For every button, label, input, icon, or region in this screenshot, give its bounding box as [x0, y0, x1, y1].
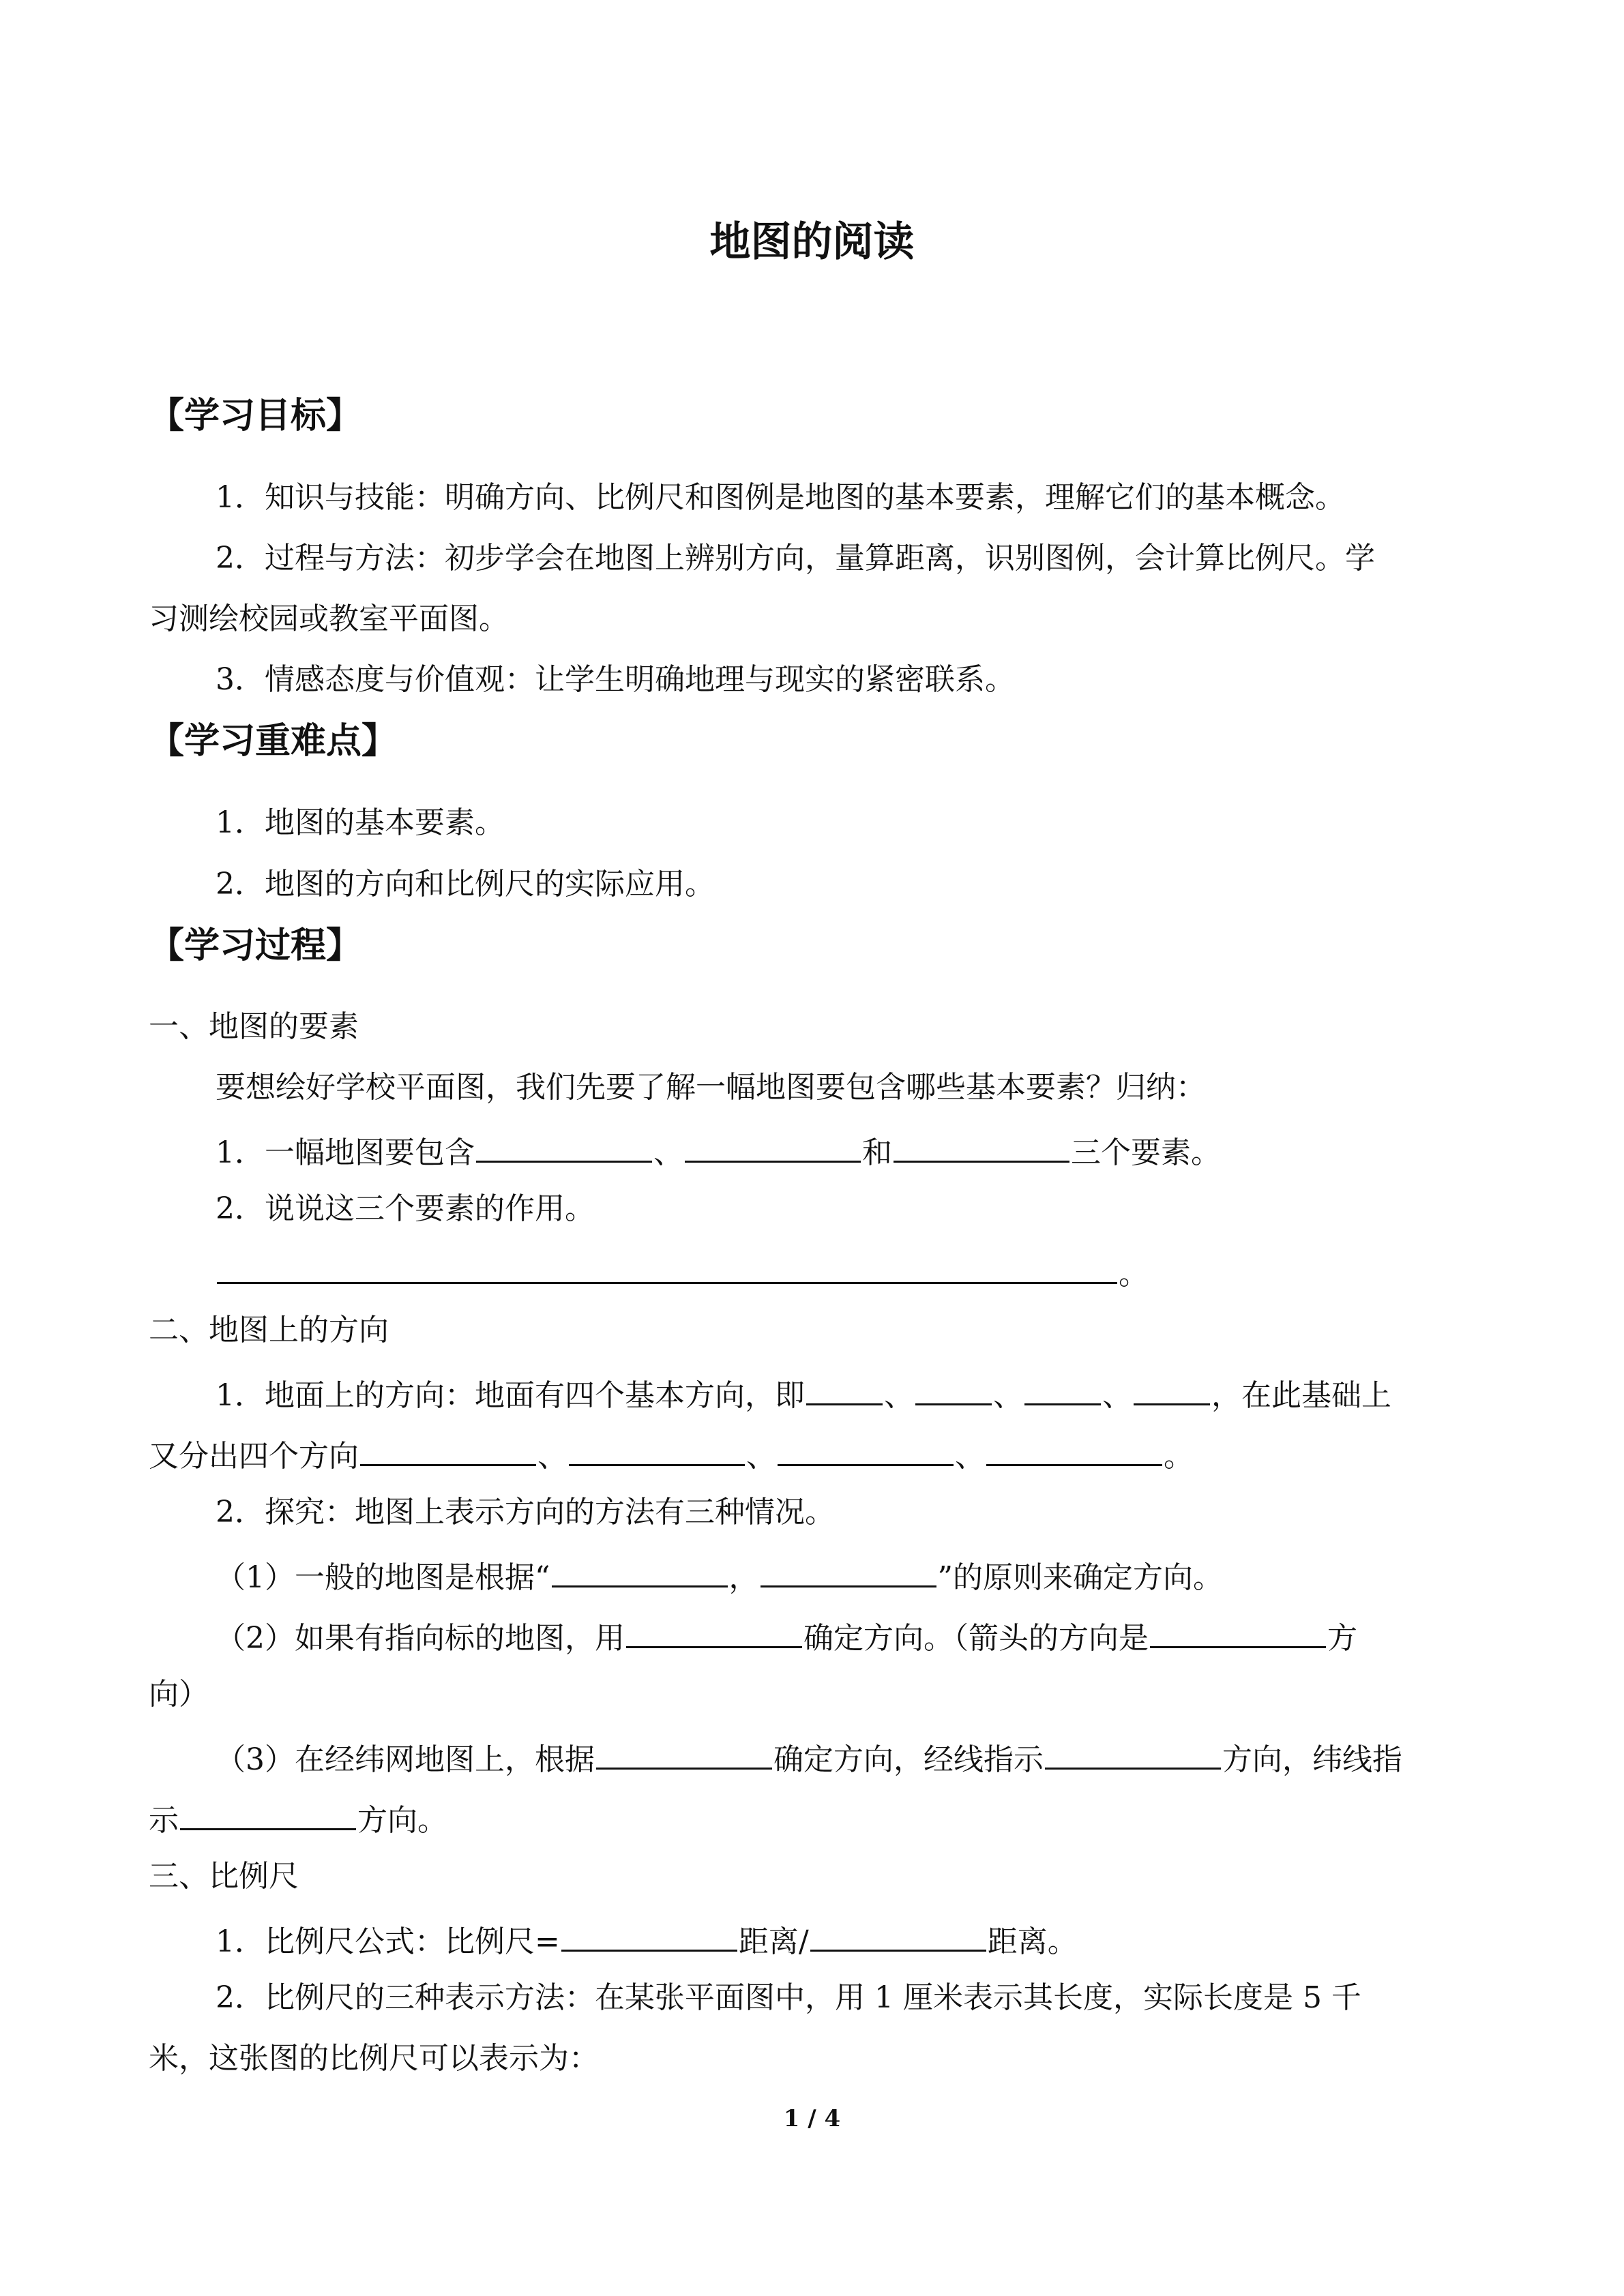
fill-blank[interactable] — [915, 1371, 992, 1405]
part2-s3-text-d: 示 — [149, 1803, 179, 1838]
part1-q1-text-a: 1．一幅地图要包含 — [216, 1135, 475, 1170]
part1-q1-text-c: 和 — [862, 1135, 892, 1170]
part1-question-2: 2．说说这三个要素的作用。 — [216, 1191, 595, 1226]
separator: 、 — [993, 1378, 1023, 1413]
separator: 、 — [537, 1439, 567, 1474]
part1-title: 一、地图的要素 — [149, 1009, 359, 1044]
fill-blank[interactable] — [1150, 1613, 1326, 1648]
part2-sub-3-line-2 — [149, 1795, 447, 1841]
fill-blank[interactable] — [180, 1795, 356, 1830]
part2-s3-text-b: 确定方向，经线指示 — [773, 1742, 1044, 1777]
part2-sub-3-line-1 — [216, 1735, 1402, 1780]
page-title: 地图的阅读 — [709, 218, 915, 266]
heading-key-points: 【学习重难点】 — [149, 721, 398, 762]
fill-blank[interactable] — [217, 1249, 1117, 1284]
part2-s1-text-a: （1）一般的地图是根据“ — [216, 1560, 550, 1595]
part1-question-1 — [216, 1128, 1221, 1174]
separator: 、 — [746, 1439, 776, 1474]
fill-blank[interactable] — [596, 1735, 772, 1770]
objective-item-2-line-2: 习测绘校园或教室平面图。 — [149, 601, 509, 636]
part2-sub-2-line-1 — [216, 1613, 1357, 1659]
line-end: 。 — [1164, 1439, 1194, 1474]
fill-blank[interactable] — [894, 1128, 1069, 1163]
fill-blank[interactable] — [360, 1431, 536, 1466]
part2-s1-text-b: ， — [728, 1560, 759, 1595]
part2-sub-2-line-2: 向） — [149, 1677, 209, 1712]
fill-blank[interactable] — [778, 1431, 954, 1466]
part2-s2-text-a: （2）如果有指向标的地图，用 — [216, 1621, 625, 1656]
part2-q1-text-c: 又分出四个方向 — [149, 1439, 359, 1474]
part2-sub-1 — [216, 1553, 1223, 1598]
fill-blank[interactable] — [810, 1917, 986, 1952]
fill-blank[interactable] — [1134, 1371, 1210, 1405]
fill-blank[interactable] — [626, 1613, 802, 1648]
fill-blank[interactable] — [806, 1371, 883, 1405]
part2-s2-text-c: 方 — [1327, 1621, 1357, 1656]
part2-q1-text-a: 1．地面上的方向：地面有四个基本方向，即 — [216, 1378, 805, 1413]
fill-blank[interactable] — [761, 1553, 936, 1587]
part3-title: 三、比例尺 — [149, 1859, 299, 1894]
part2-s2-text-b: 确定方向。（箭头的方向是 — [803, 1621, 1149, 1656]
objective-item-2-line-1: 2．过程与方法：初步学会在地图上辨别方向，量算距离，识别图例，会计算比例尺。学 — [216, 541, 1375, 576]
part3-question-1 — [216, 1917, 1078, 1963]
objective-item-3: 3．情感态度与价值观：让学生明确地理与现实的紧密联系。 — [216, 662, 1015, 697]
part2-question-1-line-1 — [216, 1371, 1391, 1416]
fill-blank[interactable] — [561, 1917, 737, 1952]
part2-title: 二、地图上的方向 — [149, 1313, 389, 1347]
part1-q1-text-b: 、 — [653, 1135, 683, 1170]
separator: 、 — [1102, 1378, 1132, 1413]
part2-q1-text-b: ，在此基础上 — [1211, 1378, 1391, 1413]
fill-blank[interactable] — [1024, 1371, 1101, 1405]
fill-blank[interactable] — [986, 1431, 1162, 1466]
part2-s1-text-c: ”的原则来确定方向。 — [937, 1560, 1223, 1595]
fill-blank[interactable] — [552, 1553, 728, 1587]
heading-objectives: 【学习目标】 — [149, 396, 362, 436]
page-number: 1 / 4 — [783, 2105, 841, 2132]
fill-blank[interactable] — [476, 1128, 652, 1163]
separator: 、 — [955, 1439, 985, 1474]
part2-question-2: 2．探究：地图上表示方向的方法有三种情况。 — [216, 1495, 835, 1530]
part2-s3-text-c: 方向，纬线指 — [1222, 1742, 1402, 1777]
part1-q1-text-d: 三个要素。 — [1071, 1135, 1221, 1170]
part1-answer-line — [216, 1249, 1149, 1295]
part3-q1-text-c: 距离。 — [987, 1924, 1078, 1959]
part1-answer-end: 。 — [1119, 1257, 1149, 1292]
fill-blank[interactable] — [569, 1431, 745, 1466]
key-point-item-2: 2．地图的方向和比例尺的实际应用。 — [216, 867, 715, 901]
part2-s3-text-e: 方向。 — [357, 1803, 447, 1838]
part3-q1-text-b: 距离/ — [738, 1924, 809, 1959]
fill-blank[interactable] — [1045, 1735, 1221, 1770]
part2-s3-text-a: （3）在经纬网地图上，根据 — [216, 1742, 595, 1777]
part3-question-2-line-2: 米，这张图的比例尺可以表示为： — [149, 2041, 599, 2076]
part3-q1-text-a: 1．比例尺公式：比例尺= — [216, 1924, 560, 1959]
key-point-item-1: 1．地图的基本要素。 — [216, 805, 505, 840]
part1-intro: 要想绘好学校平面图，我们先要了解一幅地图要包含哪些基本要素？归纳： — [216, 1070, 1206, 1105]
objective-item-1: 1．知识与技能：明确方向、比例尺和图例是地图的基本要素，理解它们的基本概念。 — [216, 480, 1345, 515]
separator: 、 — [884, 1378, 914, 1413]
part2-question-1-line-2 — [149, 1431, 1194, 1477]
fill-blank[interactable] — [685, 1128, 861, 1163]
part3-question-2-line-1: 2．比例尺的三种表示方法：在某张平面图中，用 1 厘米表示其长度，实际长度是 5 千 — [216, 1980, 1361, 2015]
heading-process: 【学习过程】 — [149, 925, 362, 966]
